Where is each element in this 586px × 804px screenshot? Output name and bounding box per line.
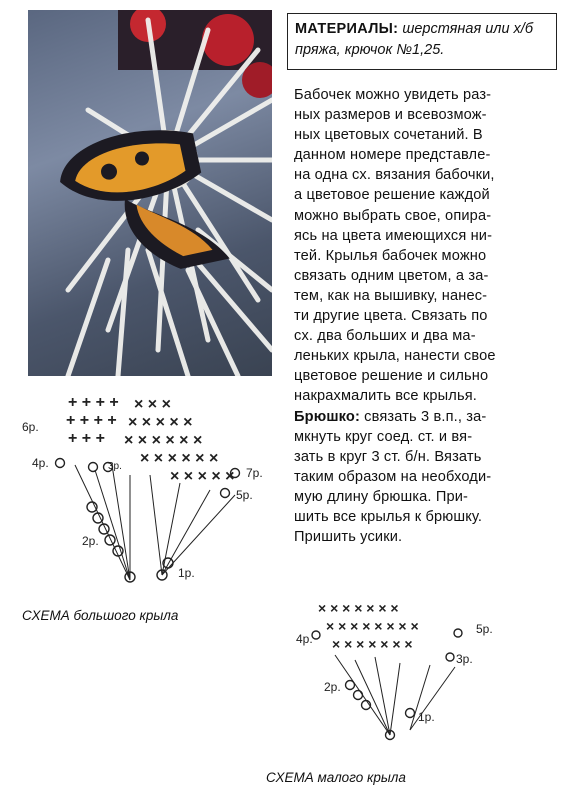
- body-line: таким образом на необходи-: [294, 468, 492, 485]
- svg-text:+ + + +: + + + +: [66, 412, 117, 429]
- svg-text:× × × × × ×: × × × × × ×: [140, 450, 219, 467]
- svg-text:× × × × ×: × × × × ×: [128, 414, 193, 431]
- intro-line: сх. два больших и два ма-: [294, 328, 476, 345]
- intro-line: накрахмалить все крылья.: [294, 388, 477, 405]
- intro-line: тем, как на вышивку, нанес-: [294, 287, 488, 304]
- body-paragraph: [294, 407, 566, 548]
- large-wing-label-5: 5р.: [236, 488, 253, 502]
- intro-line: ных цветовых сочетаний. В: [294, 127, 483, 144]
- large-wing-label-1: 1р.: [178, 566, 195, 580]
- materials-box: [287, 13, 557, 70]
- small-wing-caption: СХЕМА малого крыла: [266, 770, 406, 785]
- intro-line: связать одним цветом, а за-: [294, 267, 489, 284]
- instructions-text: [294, 85, 566, 547]
- intro-line: леньких крыла, нанести свое: [294, 348, 496, 365]
- svg-text:+ + + +: + + + +: [68, 395, 119, 411]
- body-first-line: связать 3 в.п., за-: [359, 408, 487, 425]
- intro-line: ти другие цвета. Связать по: [294, 308, 488, 325]
- intro-line: можно выбрать свое, опира-: [294, 207, 492, 224]
- svg-text:× × × × × ×: × × × × × ×: [124, 432, 203, 449]
- intro-line: Бабочек можно увидеть раз-: [294, 87, 492, 103]
- small-wing-label-4: 4р.: [296, 632, 313, 646]
- body-line: шить все крылья к брюшку.: [294, 508, 483, 525]
- intro-line: ных размеров и всевозмож-: [294, 107, 487, 124]
- svg-text:+ + +: + + +: [68, 430, 105, 447]
- materials-text: шерстяная или х/б пряжа, крючок №1,25.: [295, 21, 533, 58]
- svg-text:× × × × × × × ×: × × × × × × × ×: [326, 618, 419, 634]
- intro-line: ясь на цвета имеющихся ни-: [294, 227, 493, 244]
- small-wing-label-2: 2р.: [324, 680, 341, 694]
- intro-line: а цветовое решение каждой: [294, 187, 490, 204]
- body-line: мкнуть круг соед. ст. и вя-: [294, 428, 473, 445]
- intro-line: цветовое решение и сильно: [294, 368, 489, 385]
- small-wing-label-5: 5р.: [476, 622, 493, 636]
- large-wing-label-3: 3р.: [108, 461, 122, 472]
- small-wing-label-3: 3р.: [456, 652, 473, 666]
- body-line: зать в круг 3 ст. б/н. Вязать: [294, 448, 482, 465]
- large-wing-diagram: [20, 395, 280, 595]
- body-lines: [294, 427, 566, 548]
- butterfly-photo: [28, 10, 272, 376]
- svg-text:× × × × × × ×: × × × × × × ×: [332, 636, 413, 652]
- large-wing-caption: СХЕМА большого крыла: [22, 608, 179, 623]
- small-wing-label-1: 1р.: [418, 710, 435, 724]
- intro-line: тей. Крылья бабочек можно: [294, 247, 487, 264]
- svg-text:× × ×: × × ×: [134, 396, 171, 413]
- large-wing-label-4: 4р.: [32, 456, 49, 470]
- large-wing-label-2: 2р.: [82, 534, 99, 548]
- large-wing-label-7: 7р.: [246, 466, 263, 480]
- small-wing-diagram: [290, 585, 530, 745]
- body-line: Пришить усики.: [294, 529, 403, 546]
- body-line: мую длину брюшка. При-: [294, 488, 469, 505]
- large-wing-label-6: 6р.: [22, 420, 39, 434]
- intro-paragraph: [294, 85, 566, 407]
- body-label: Брюшко:: [294, 408, 360, 425]
- svg-text:× × × × ×: × × × × ×: [170, 468, 235, 485]
- intro-line: на одна сх. вязания бабочки,: [294, 167, 495, 184]
- svg-text:× × × × × × ×: × × × × × × ×: [318, 600, 399, 616]
- intro-line: данном номере представле-: [294, 147, 491, 164]
- materials-label: МАТЕРИАЛЫ:: [295, 21, 399, 37]
- butterfly-photo-art: [28, 10, 272, 376]
